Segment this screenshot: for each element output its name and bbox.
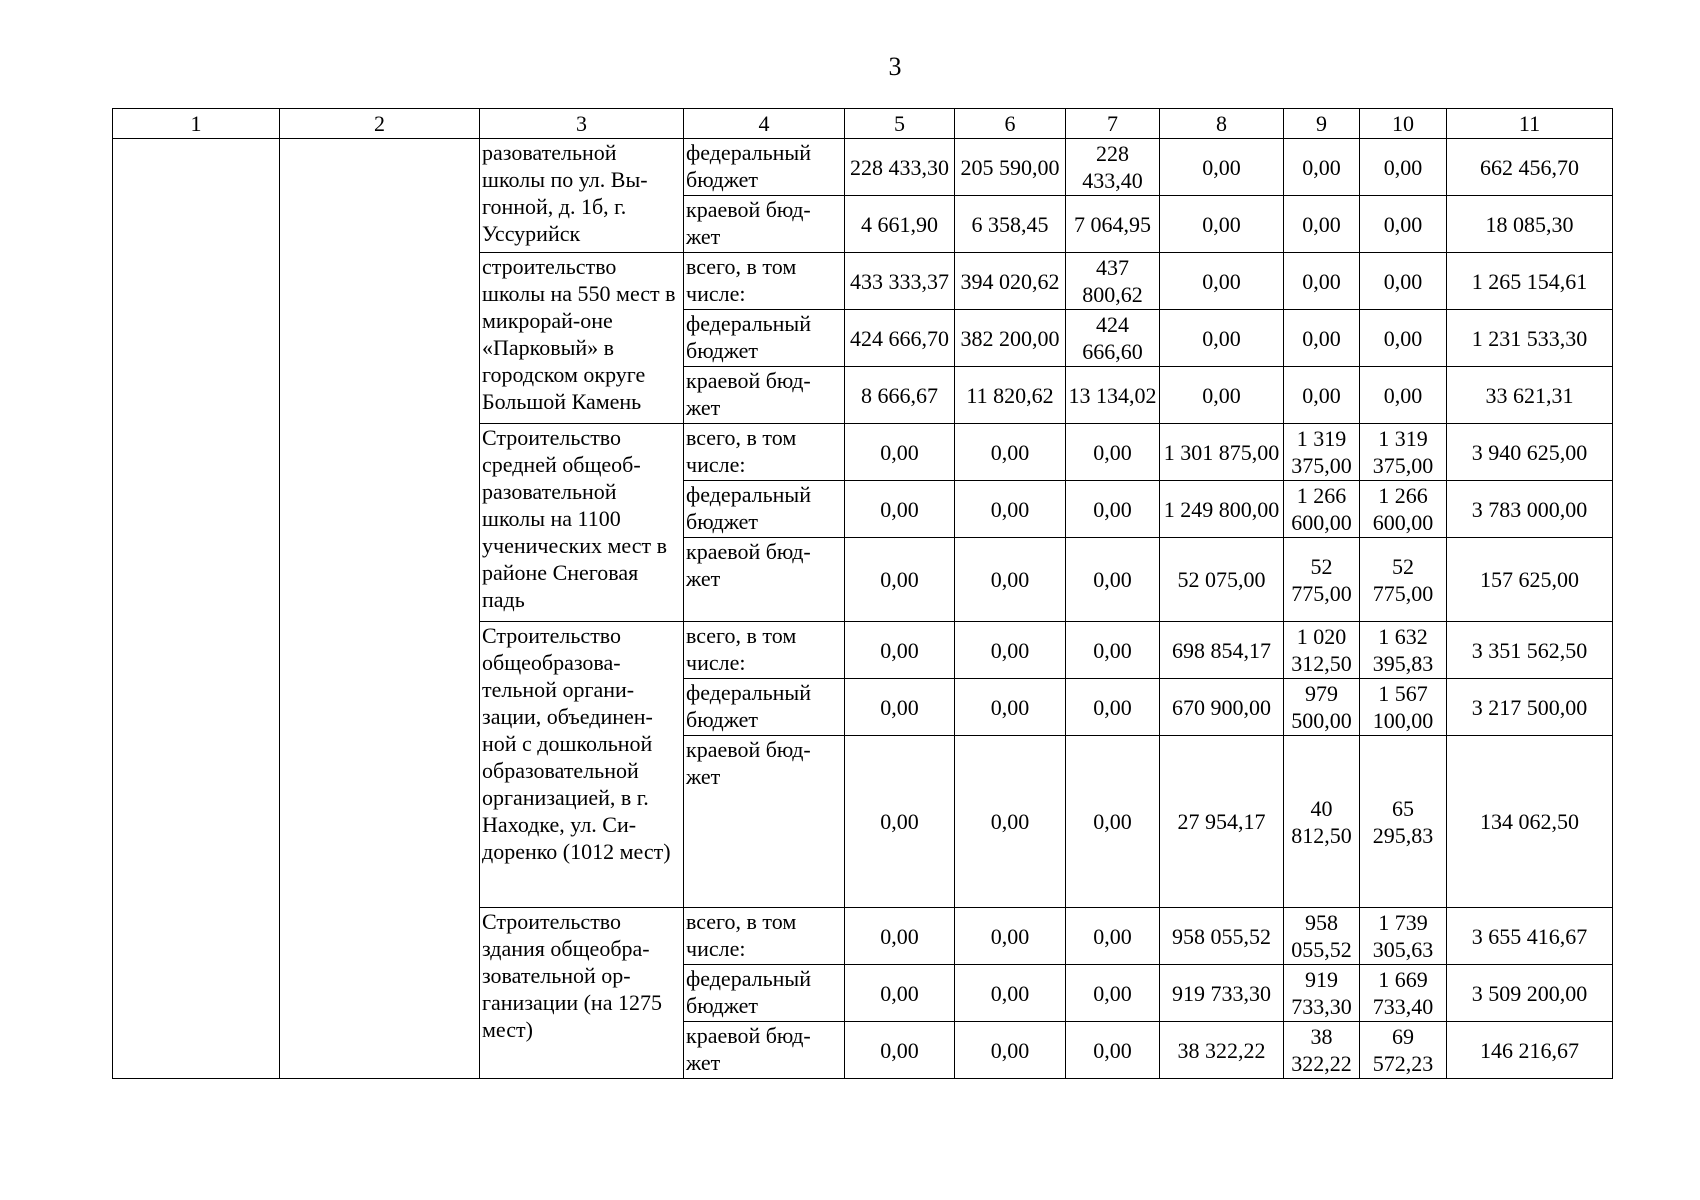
amount-cell: 0,00: [845, 424, 955, 481]
amount-cell: 27 954,17: [1160, 736, 1284, 908]
amount-cell: 0,00: [955, 965, 1066, 1022]
amount-cell: 52 775,00: [1284, 538, 1360, 622]
amount-cell: 0,00: [1284, 310, 1360, 367]
column-number: 3: [480, 109, 684, 139]
amount-cell: 394 020,62: [955, 253, 1066, 310]
amount-cell: 0,00: [955, 679, 1066, 736]
amount-cell: 0,00: [845, 736, 955, 908]
amount-cell: 1 249 800,00: [1160, 481, 1284, 538]
amount-cell: 0,00: [1160, 253, 1284, 310]
total-cell: 3 509 200,00: [1447, 965, 1613, 1022]
funding-source: краевой бюд-жет: [684, 538, 845, 622]
column-number: 9: [1284, 109, 1360, 139]
amount-cell: 0,00: [1284, 253, 1360, 310]
total-cell: 18 085,30: [1447, 196, 1613, 253]
amount-cell: 38 322,22: [1284, 1022, 1360, 1079]
amount-cell: 958 055,52: [1284, 908, 1360, 965]
funding-source: краевой бюд-жет: [684, 196, 845, 253]
column-number: 1: [113, 109, 280, 139]
total-cell: 146 216,67: [1447, 1022, 1613, 1079]
column-number: 7: [1066, 109, 1160, 139]
amount-cell: 1 020 312,50: [1284, 622, 1360, 679]
amount-cell: 1 632 395,83: [1360, 622, 1447, 679]
amount-cell: 6 358,45: [955, 196, 1066, 253]
amount-cell: 65 295,83: [1360, 736, 1447, 908]
total-cell: 3 940 625,00: [1447, 424, 1613, 481]
amount-cell: 0,00: [1360, 196, 1447, 253]
amount-cell: 40 812,50: [1284, 736, 1360, 908]
funding-source: всего, в том числе:: [684, 424, 845, 481]
empty-column-2-cell: [280, 139, 480, 1079]
amount-cell: 424 666,60: [1066, 310, 1160, 367]
amount-cell: 13 134,02: [1066, 367, 1160, 424]
amount-cell: 0,00: [955, 908, 1066, 965]
amount-cell: 0,00: [1284, 139, 1360, 196]
funding-source: федеральный бюджет: [684, 965, 845, 1022]
amount-cell: 0,00: [1360, 367, 1447, 424]
column-number: 5: [845, 109, 955, 139]
amount-cell: 437 800,62: [1066, 253, 1160, 310]
amount-cell: 0,00: [955, 424, 1066, 481]
funding-source: краевой бюд-жет: [684, 367, 845, 424]
total-cell: 3 655 416,67: [1447, 908, 1613, 965]
amount-cell: 698 854,17: [1160, 622, 1284, 679]
amount-cell: 7 064,95: [1066, 196, 1160, 253]
page-number: 3: [888, 52, 902, 81]
amount-cell: 1 567 100,00: [1360, 679, 1447, 736]
funding-source: федеральный бюджет: [684, 310, 845, 367]
empty-column-1-cell: [113, 139, 280, 1079]
amount-cell: 0,00: [1066, 622, 1160, 679]
total-cell: 662 456,70: [1447, 139, 1613, 196]
amount-cell: 205 590,00: [955, 139, 1066, 196]
amount-cell: 52 775,00: [1360, 538, 1447, 622]
amount-cell: 0,00: [845, 908, 955, 965]
amount-cell: 979 500,00: [1284, 679, 1360, 736]
amount-cell: 0,00: [1066, 908, 1160, 965]
amount-cell: 38 322,22: [1160, 1022, 1284, 1079]
amount-cell: 4 661,90: [845, 196, 955, 253]
amount-cell: 228 433,40: [1066, 139, 1160, 196]
amount-cell: 0,00: [845, 1022, 955, 1079]
column-number: 8: [1160, 109, 1284, 139]
amount-cell: 0,00: [845, 965, 955, 1022]
amount-cell: 1 266 600,00: [1284, 481, 1360, 538]
column-number: 4: [684, 109, 845, 139]
amount-cell: 0,00: [1360, 310, 1447, 367]
amount-cell: 0,00: [1066, 424, 1160, 481]
amount-cell: 424 666,70: [845, 310, 955, 367]
amount-cell: 52 075,00: [1160, 538, 1284, 622]
total-cell: 157 625,00: [1447, 538, 1613, 622]
amount-cell: 228 433,30: [845, 139, 955, 196]
budget-table: [112, 108, 1613, 1079]
amount-cell: 0,00: [1066, 538, 1160, 622]
amount-cell: 0,00: [1284, 367, 1360, 424]
amount-cell: 0,00: [1066, 679, 1160, 736]
amount-cell: 919 733,30: [1160, 965, 1284, 1022]
amount-cell: 0,00: [955, 1022, 1066, 1079]
amount-cell: 11 820,62: [955, 367, 1066, 424]
funding-source: всего, в том числе:: [684, 622, 845, 679]
amount-cell: 0,00: [1066, 965, 1160, 1022]
funding-source: краевой бюд-жет: [684, 1022, 845, 1079]
project-description: разовательной школы по ул. Вы-гонной, д. 1б, г. Уссурийск: [480, 139, 684, 253]
funding-source: федеральный бюджет: [684, 679, 845, 736]
project-description: строительство школы на 550 мест в микрорай-оне «Парковый» в городском округе Большой Камень: [480, 253, 684, 424]
amount-cell: 0,00: [1066, 1022, 1160, 1079]
column-number: 2: [280, 109, 480, 139]
funding-source: федеральный бюджет: [684, 481, 845, 538]
amount-cell: 0,00: [1160, 310, 1284, 367]
amount-cell: 670 900,00: [1160, 679, 1284, 736]
amount-cell: 0,00: [845, 481, 955, 538]
amount-cell: 0,00: [955, 538, 1066, 622]
amount-cell: 69 572,23: [1360, 1022, 1447, 1079]
amount-cell: 0,00: [1160, 196, 1284, 253]
amount-cell: 919 733,30: [1284, 965, 1360, 1022]
total-cell: 3 217 500,00: [1447, 679, 1613, 736]
amount-cell: 0,00: [1160, 139, 1284, 196]
project-description: Строительство общеобразова-тельной органи-зации, объединен-ной с дошкольной образовательной организацией, в г. Находке, ул. Си-доренко (1012 мест): [480, 622, 684, 908]
column-number-row: [113, 109, 1613, 139]
amount-cell: 1 301 875,00: [1160, 424, 1284, 481]
total-cell: 3 351 562,50: [1447, 622, 1613, 679]
amount-cell: 8 666,67: [845, 367, 955, 424]
amount-cell: 1 266 600,00: [1360, 481, 1447, 538]
project-description: Строительство средней общеоб-разовательной школы на 1100 ученических мест в районе Снеговая падь: [480, 424, 684, 622]
column-number: 11: [1447, 109, 1613, 139]
table-row: [113, 139, 1613, 196]
amount-cell: 0,00: [1360, 253, 1447, 310]
amount-cell: 1 319 375,00: [1360, 424, 1447, 481]
total-cell: 33 621,31: [1447, 367, 1613, 424]
amount-cell: 0,00: [1360, 139, 1447, 196]
amount-cell: 0,00: [1066, 481, 1160, 538]
funding-source: федеральный бюджет: [684, 139, 845, 196]
total-cell: 134 062,50: [1447, 736, 1613, 908]
amount-cell: 0,00: [955, 622, 1066, 679]
amount-cell: 0,00: [955, 481, 1066, 538]
amount-cell: 1 739 305,63: [1360, 908, 1447, 965]
amount-cell: 0,00: [1160, 367, 1284, 424]
amount-cell: 382 200,00: [955, 310, 1066, 367]
funding-source: краевой бюд-жет: [684, 736, 845, 908]
total-cell: 1 231 533,30: [1447, 310, 1613, 367]
project-description: Строительство здания общеобра-зовательной ор-ганизации (на 1275 мест): [480, 908, 684, 1079]
column-number: 6: [955, 109, 1066, 139]
amount-cell: 0,00: [1284, 196, 1360, 253]
amount-cell: 0,00: [845, 679, 955, 736]
amount-cell: 0,00: [845, 622, 955, 679]
total-cell: 3 783 000,00: [1447, 481, 1613, 538]
funding-source: всего, в том числе:: [684, 908, 845, 965]
amount-cell: 0,00: [845, 538, 955, 622]
total-cell: 1 265 154,61: [1447, 253, 1613, 310]
amount-cell: 433 333,37: [845, 253, 955, 310]
amount-cell: 1 669 733,40: [1360, 965, 1447, 1022]
funding-source: всего, в том числе:: [684, 253, 845, 310]
amount-cell: 0,00: [955, 736, 1066, 908]
column-number: 10: [1360, 109, 1447, 139]
amount-cell: 0,00: [1066, 736, 1160, 908]
amount-cell: 1 319 375,00: [1284, 424, 1360, 481]
amount-cell: 958 055,52: [1160, 908, 1284, 965]
